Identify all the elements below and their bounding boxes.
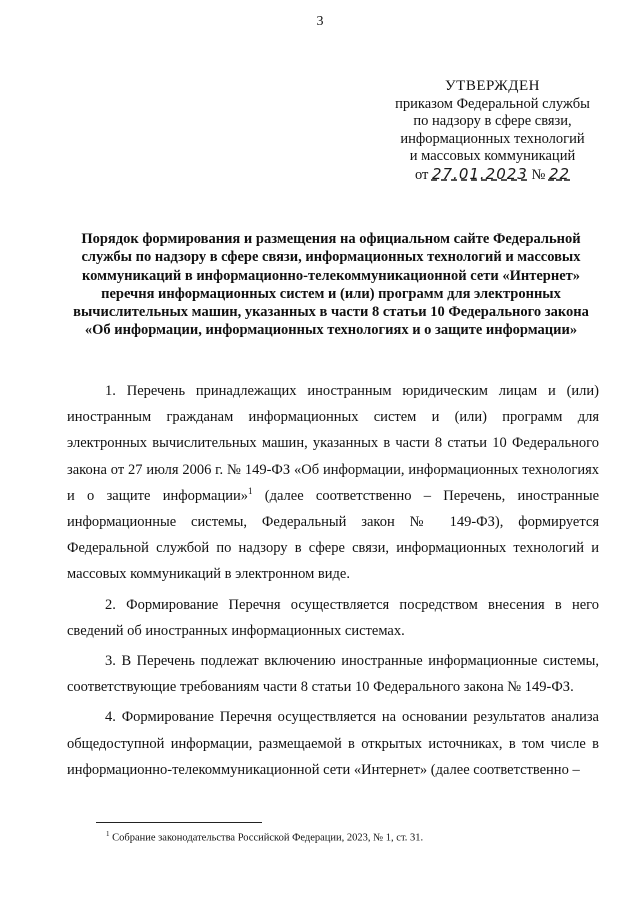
order-date: 27.01.2023 [431,164,528,183]
approval-block [360,78,625,184]
approval-line: приказом Федеральной службы [395,95,590,112]
footnote-reference: 1 [247,485,253,496]
paragraph-1 [67,378,599,588]
order-date-number-line [360,166,625,185]
approval-line: по надзору в сфере связи, [413,113,572,129]
document-title: Порядок формирования и размещения на официальном сайте Федеральной службы по надзору в сфере связи, информационных технологий и массовых коммуникаций в информационно-телекоммуникационной сети «Интернет» перечня информационных систем и (или) программ для электронных вычислительных машин, указанных в части 8 статьи 10 Федерального закона «Об информации, информационных технологиях и о защите информации» [73,231,589,339]
footnote-text: Собрание законодательства Российской Федерации, 2023, № 1, ст. 31. [109,832,424,844]
paragraph-1-continuation: (далее соответственно – Перечень, иностранные информационные системы, Федеральный закон № 149-ФЗ), формируется Федеральной службой по надзору в сфере связи, информационных технологий и массовых коммуникаций в электронном виде. [67,487,599,583]
paragraph-2: 2. Формирование Перечня осуществляется посредством внесения в него сведений об иностранных информационных системах. [67,596,599,639]
number-label: № [531,166,546,183]
paragraph-4: 4. Формирование Перечня осуществляется на основании результатов анализа общедоступной информации, размещаемой в открытых источниках, в том числе в информационно-телекоммуникационной сети «Интернет» (далее соответственно – [67,709,599,778]
order-number: 22 [548,164,571,183]
paragraph-1-text: 1. Перечень принадлежащих иностранным юридическим лицам и (или) иностранным гражданам информационных систем и (или) программ для электронных вычислительных машин, указанных в части 8 статьи 10 Федерального закона от 27 июля 2006 г. № 149-ФЗ «Об информации, информационных технологиях и о защите информации» [67,383,599,504]
document-body [67,378,599,787]
approval-line: и массовых коммуникаций [409,148,576,164]
from-label: от [414,166,429,183]
paragraph-3: 3. В Перечень подлежат включению иностранные информационные системы, соответствующие требованиям части 8 статьи 10 Федерального закона № 149-ФЗ. [67,653,599,696]
footnote-number: 1 [106,830,110,838]
page-number: 3 [316,14,324,29]
footnote [106,828,586,845]
approval-heading: УТВЕРЖДЕН [445,78,540,94]
footnote-separator [96,822,262,823]
approval-line: информационных технологий [400,130,585,147]
